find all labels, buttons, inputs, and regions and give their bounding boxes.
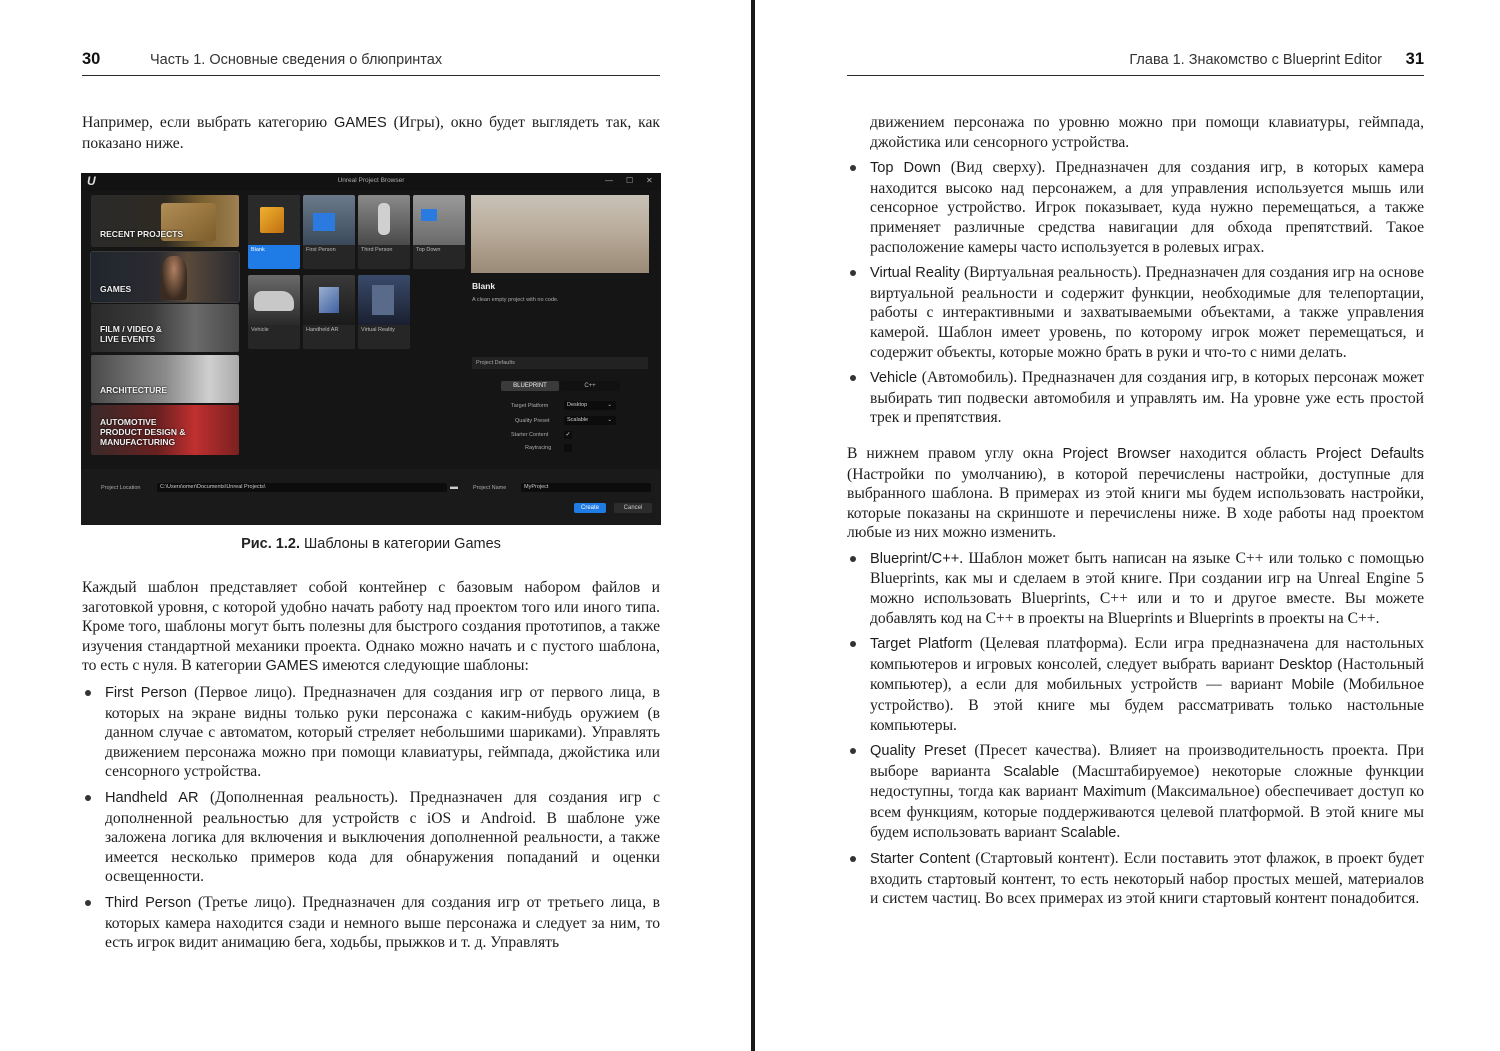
bottom-bar [81, 469, 661, 525]
intro-paragraph: Например, если выбрать категорию GAMES (Игры), окно будет выглядеть так, как показано ниже. [82, 114, 660, 152]
chevron-down-icon: ⌄ [607, 417, 612, 423]
category-automotive[interactable] [91, 405, 239, 455]
body-text-left: Каждый шаблон представляет собой контейнер с базовым набором файлов и заготовкой уровня, с которой удобно начать работу над проектом того или иного типа. Кроме того, шаблоны могут быть полезны для быстрого создания прототипов, а также изучения стандартной механики проекта. Однако можно начать и с пустого шаблона, то есть с нуля. В категории GAMES имеются следующие шаблоны: First Person (Первое лицо). Предназначен для создания игр от первого лица, в которых на экране видны только руки персонажа с каким-нибудь оружием (в данном случае с автоматом, который стреляет небольшими шариками). Управлять движением персонажа можно при помощи клавиатуры, геймпада, джойстика или сенсорного устройства. Handheld AR (Дополненная реальность). Предназначен для создания игр с дополненной реальностью для устройств с iOS и Android. В шаблоне уже заложена логика для включения и выключения дополненной реальности, а также имеется несколько примеров кода для обнаружения попаданий и оценки освещенности. Third Person (Третье лицо). Предназначен для создания игр от третьего лица, в которых камера находится сзади и немного выше персонажа и следует за ним, то есть игрок видит анимацию бега, ходьбы, прыжков и т. д. Управлять [82, 579, 661, 952]
category-label: ARCHITECTURE [100, 385, 168, 395]
list-item: Third Person (Третье лицо). Предназначен для создания игр от третьего лица, в которых камера находится сзади и немного выше персонажа и следует за ним, то есть игрок видит анимацию бега, ходьбы, прыжков и т. д. Управлять [82, 893, 660, 953]
window-titlebar [81, 173, 661, 191]
category-label: AUTOMOTIVE PRODUCT DESIGN & MANUFACTURING [100, 417, 186, 447]
page-number: 30 [82, 50, 101, 68]
template-blank[interactable]: Blank [248, 195, 300, 269]
category-label: GAMES [100, 284, 132, 294]
unreal-project-browser-screenshot: U Unreal Project Browser — ☐ ✕ RECENT PROJECTS GAMES FILM / VIDEO & LIVE EVENTS ARCHITECTURE AUTOMOTIVE PRODUCT DESIGN & MANUFACTURING Blank First Person Third Person Top Down Vehicle Handheld AR Virtual Reality Blank A clean empty project with no code. Project Defaults BLUEPRINT C++ Target Platform Desktop ⌄ Quality Preset Scalable ⌄ Starter Content ✓ Raytracing Project Location C:\Users\omer\Documents\Unreal Projects\ ▬ Project Name MyProject Create Cancel [81, 173, 661, 525]
project-defaults-header: Project Defaults [472, 357, 648, 369]
list-item: Target Platform (Целевая платформа). Если игра предназначена для настольных компьютеров и игровых консолей, следует выбрать вариант Desktop (Настольный компьютер), а если для мобильных устройств — вариант Mobile (Мобильное устройство). В этой книге мы будем рассматривать только настольные компьютеры. [847, 634, 1424, 735]
blueprint-toggle[interactable]: BLUEPRINT [501, 381, 559, 391]
category-architecture[interactable] [91, 355, 239, 403]
preview-description: A clean empty project with no code. [472, 297, 559, 303]
list-item: Blueprint/C++. Шаблон может быть написан на языке C++ или только с помощью Blueprints, как мы и сделаем в этой книге. При создании игр на Unreal Engine 5 можно использовать Blueprints, C++ или и то и другое вместе. Вы можете добавлять код на C++ в проекты на Blueprints и Blueprints в проекты на C++. [847, 549, 1424, 628]
template-list [82, 683, 660, 953]
preview-title: Blank [472, 281, 496, 291]
running-head-left [82, 48, 660, 76]
right-page [755, 0, 1500, 1051]
running-head-right [847, 48, 1424, 76]
close-icon[interactable]: ✕ [646, 176, 653, 185]
list-item: Starter Content (Стартовый контент). Если поставить этот флажок, в проект будет входить стартовый контент, то есть некоторый набор простых мешей, материалов и систем частиц. Во всех примерах из этой книги стартовый контент понадобится. [847, 849, 1424, 909]
list-item: Top Down (Вид сверху). Предназначен для создания игр, в которых камера находится высоко над персонажем, а для управления используется мышь или сенсорное устройство. Игрок показывает, куда нужно перемещаться, а также применяет различные средства навигации для обхода препятствий. Такое расположение камеры часто используется в ролевых играх. [847, 158, 1424, 257]
minimize-icon[interactable]: — [605, 176, 613, 185]
running-head-text: Глава 1. Знакомство с Blueprint Editor [1129, 52, 1382, 68]
raytracing-checkbox[interactable] [564, 444, 572, 452]
category-games[interactable] [91, 252, 239, 302]
list-item: Virtual Reality (Виртуальная реальность). Предназначен для создания игр на основе виртуальной реальности и содержит функции, необходимые для телепортации, работы с интерактивными и захватываемыми объектами, а также управления камерой. Шаблон имеет уровень, по которому игрок может перемещаться, и содержит объекты, которые можно брать в руки и что-то с ними делать. [847, 263, 1424, 362]
maximize-icon[interactable]: ☐ [626, 176, 634, 185]
chevron-down-icon: ⌄ [607, 402, 612, 408]
template-handheld-ar[interactable]: Handheld AR [303, 275, 355, 349]
template-third-person[interactable]: Third Person [358, 195, 410, 269]
category-label: FILM / VIDEO & LIVE EVENTS [100, 324, 162, 344]
quality-preset-select[interactable]: Scalable ⌄ [564, 416, 616, 425]
template-virtual-reality[interactable]: Virtual Reality [358, 275, 410, 349]
folder-browse-icon[interactable]: ▬ [450, 482, 458, 491]
list-item: Quality Preset (Пресет качества). Влияет на производительность проекта. При выборе варианта Scalable (Масштабируемое) некоторые сложные функции недоступны, тогда как вариант Maximum (Максимальное) обеспечивает доступ ко всем функциям, которые поддерживаются целевой платформой. В этой книге мы будем использовать вариант Scalable. [847, 741, 1424, 843]
template-top-down[interactable]: Top Down [413, 195, 465, 269]
settings-list [847, 549, 1424, 909]
category-film-video[interactable] [91, 304, 239, 352]
figure-caption: Рис. 1.2. Шаблоны в категории Games [241, 536, 501, 552]
target-platform-select[interactable]: Desktop ⌄ [564, 401, 616, 410]
list-item: First Person (Первое лицо). Предназначен для создания игр от первого лица, в которых на экране видны только руки персонажа с каким-нибудь оружием (в данном случае с автоматом, который стреляет небольшими шариками). Управлять движением персонажа можно при помощи клавиатуры, геймпада, джойстика или сенсорного устройства. [82, 683, 660, 782]
preview-image [471, 195, 649, 273]
list-item: Vehicle (Автомобиль). Предназначен для создания игр, в которых персонаж может выбирать тип подвески автомобиля и управлять им. На уровне уже есть простой трек и препятствия. [847, 368, 1424, 428]
cancel-button[interactable]: Cancel [614, 503, 652, 513]
cpp-toggle[interactable]: C++ [560, 381, 620, 391]
running-head-text: Часть 1. Основные сведения о блюпринтах [150, 52, 443, 68]
body-text-right: движением персонажа по уровню можно при помощи клавиатуры, геймпада, джойстика или сенсорного устройства. Top Down (Вид сверху). Предназначен для создания игр, в которых камера находится высоко над персонажем, а для управления используется мышь или сенсорное устройство. Игрок показывает, куда нужно перемещаться, а также применяет различные средства навигации для обхода препятствий. Такое расположение камеры часто используется в ролевых играх. Virtual Reality (Виртуальная реальность). Предназначен для создания игр на основе виртуальной реальности и содержит функции, необходимые для телепортации, работы с интерактивными и захватываемыми объектами, а также управления камерой. Шаблон имеет уровень, по которому игрок может перемещаться, и содержит объекты, которые можно брать в руки и что-то с ними делать. Vehicle (Автомобиль). Предназначен для создания игр, в которых персонаж может выбирать тип подвески автомобиля и управлять им. На уровне уже есть простой трек и препятствия. В нижнем правом углу окна Project Browser находится область Project Defaults (Настройки по умолчанию), в которой перечислены настройки, доступные для выбранного шаблона. В примерах из этой книги мы будем использовать настройки, которые показаны на скриншоте и перечислены ниже. В ходе работы над проектом любые из них можно изменить. Blueprint/C++. Шаблон может быть написан на языке C++ или только с помощью Blueprints, как мы и сделаем в этой книге. При создании игр на Unreal Engine 5 можно использовать Blueprints, C++ или и то и другое вместе. Вы можете добавлять код на C++ в проекты на Blueprints и Blueprints в проекты на C++. Target Platform (Целевая платформа). Если игра предназначена для настольных компьютеров и игровых консолей, следует выбрать вариант Desktop (Настольный компьютер), а если для мобильных устройств — вариант Mobile (Мобильное устройство). В этой книге мы будем рассматривать только настольные компьютеры. Quality Preset (Пресет качества). Влияет на производительность проекта. При выборе варианта Scalable (Масштабируемое) некоторые сложные функции недоступны, тогда как вариант Maximum (Максимальное) обеспечивает доступ ко всем функциям, которые поддерживаются целевой платформой. В этой книге мы будем использовать вариант Scalable. Starter Content (Стартовый контент). Если поставить этот флажок, в проект будет входить стартовый контент, то есть некоторый набор простых мешей, материалов и систем частиц. Во всех примерах из этой книги стартовый контент понадобится. [847, 114, 1424, 908]
category-recent-projects[interactable] [91, 195, 239, 247]
character-image [161, 256, 187, 300]
category-label: RECENT PROJECTS [100, 229, 184, 239]
create-button[interactable]: Create [574, 503, 606, 513]
unreal-logo-icon: U [87, 174, 96, 188]
project-location-field[interactable]: C:\Users\omer\Documents\Unreal Projects\ [157, 483, 447, 492]
list-item: Handheld AR (Дополненная реальность). Предназначен для создания игр с дополненной реальностью для устройств с iOS и Android. В шаблоне уже заложена логика для включения и выключения дополненной реальности, а также имеется несколько примеров кода для обнаружения попаданий и оценки освещенности. [82, 788, 660, 887]
starter-content-checkbox[interactable]: ✓ [565, 432, 571, 438]
window-title: Unreal Project Browser [337, 177, 405, 184]
template-first-person[interactable]: First Person [303, 195, 355, 269]
page-number: 31 [1405, 50, 1424, 68]
project-name-field[interactable]: MyProject [521, 483, 651, 492]
template-vehicle[interactable]: Vehicle [248, 275, 300, 349]
blank-folder-icon [260, 207, 284, 233]
template-list-continued [847, 158, 1424, 428]
